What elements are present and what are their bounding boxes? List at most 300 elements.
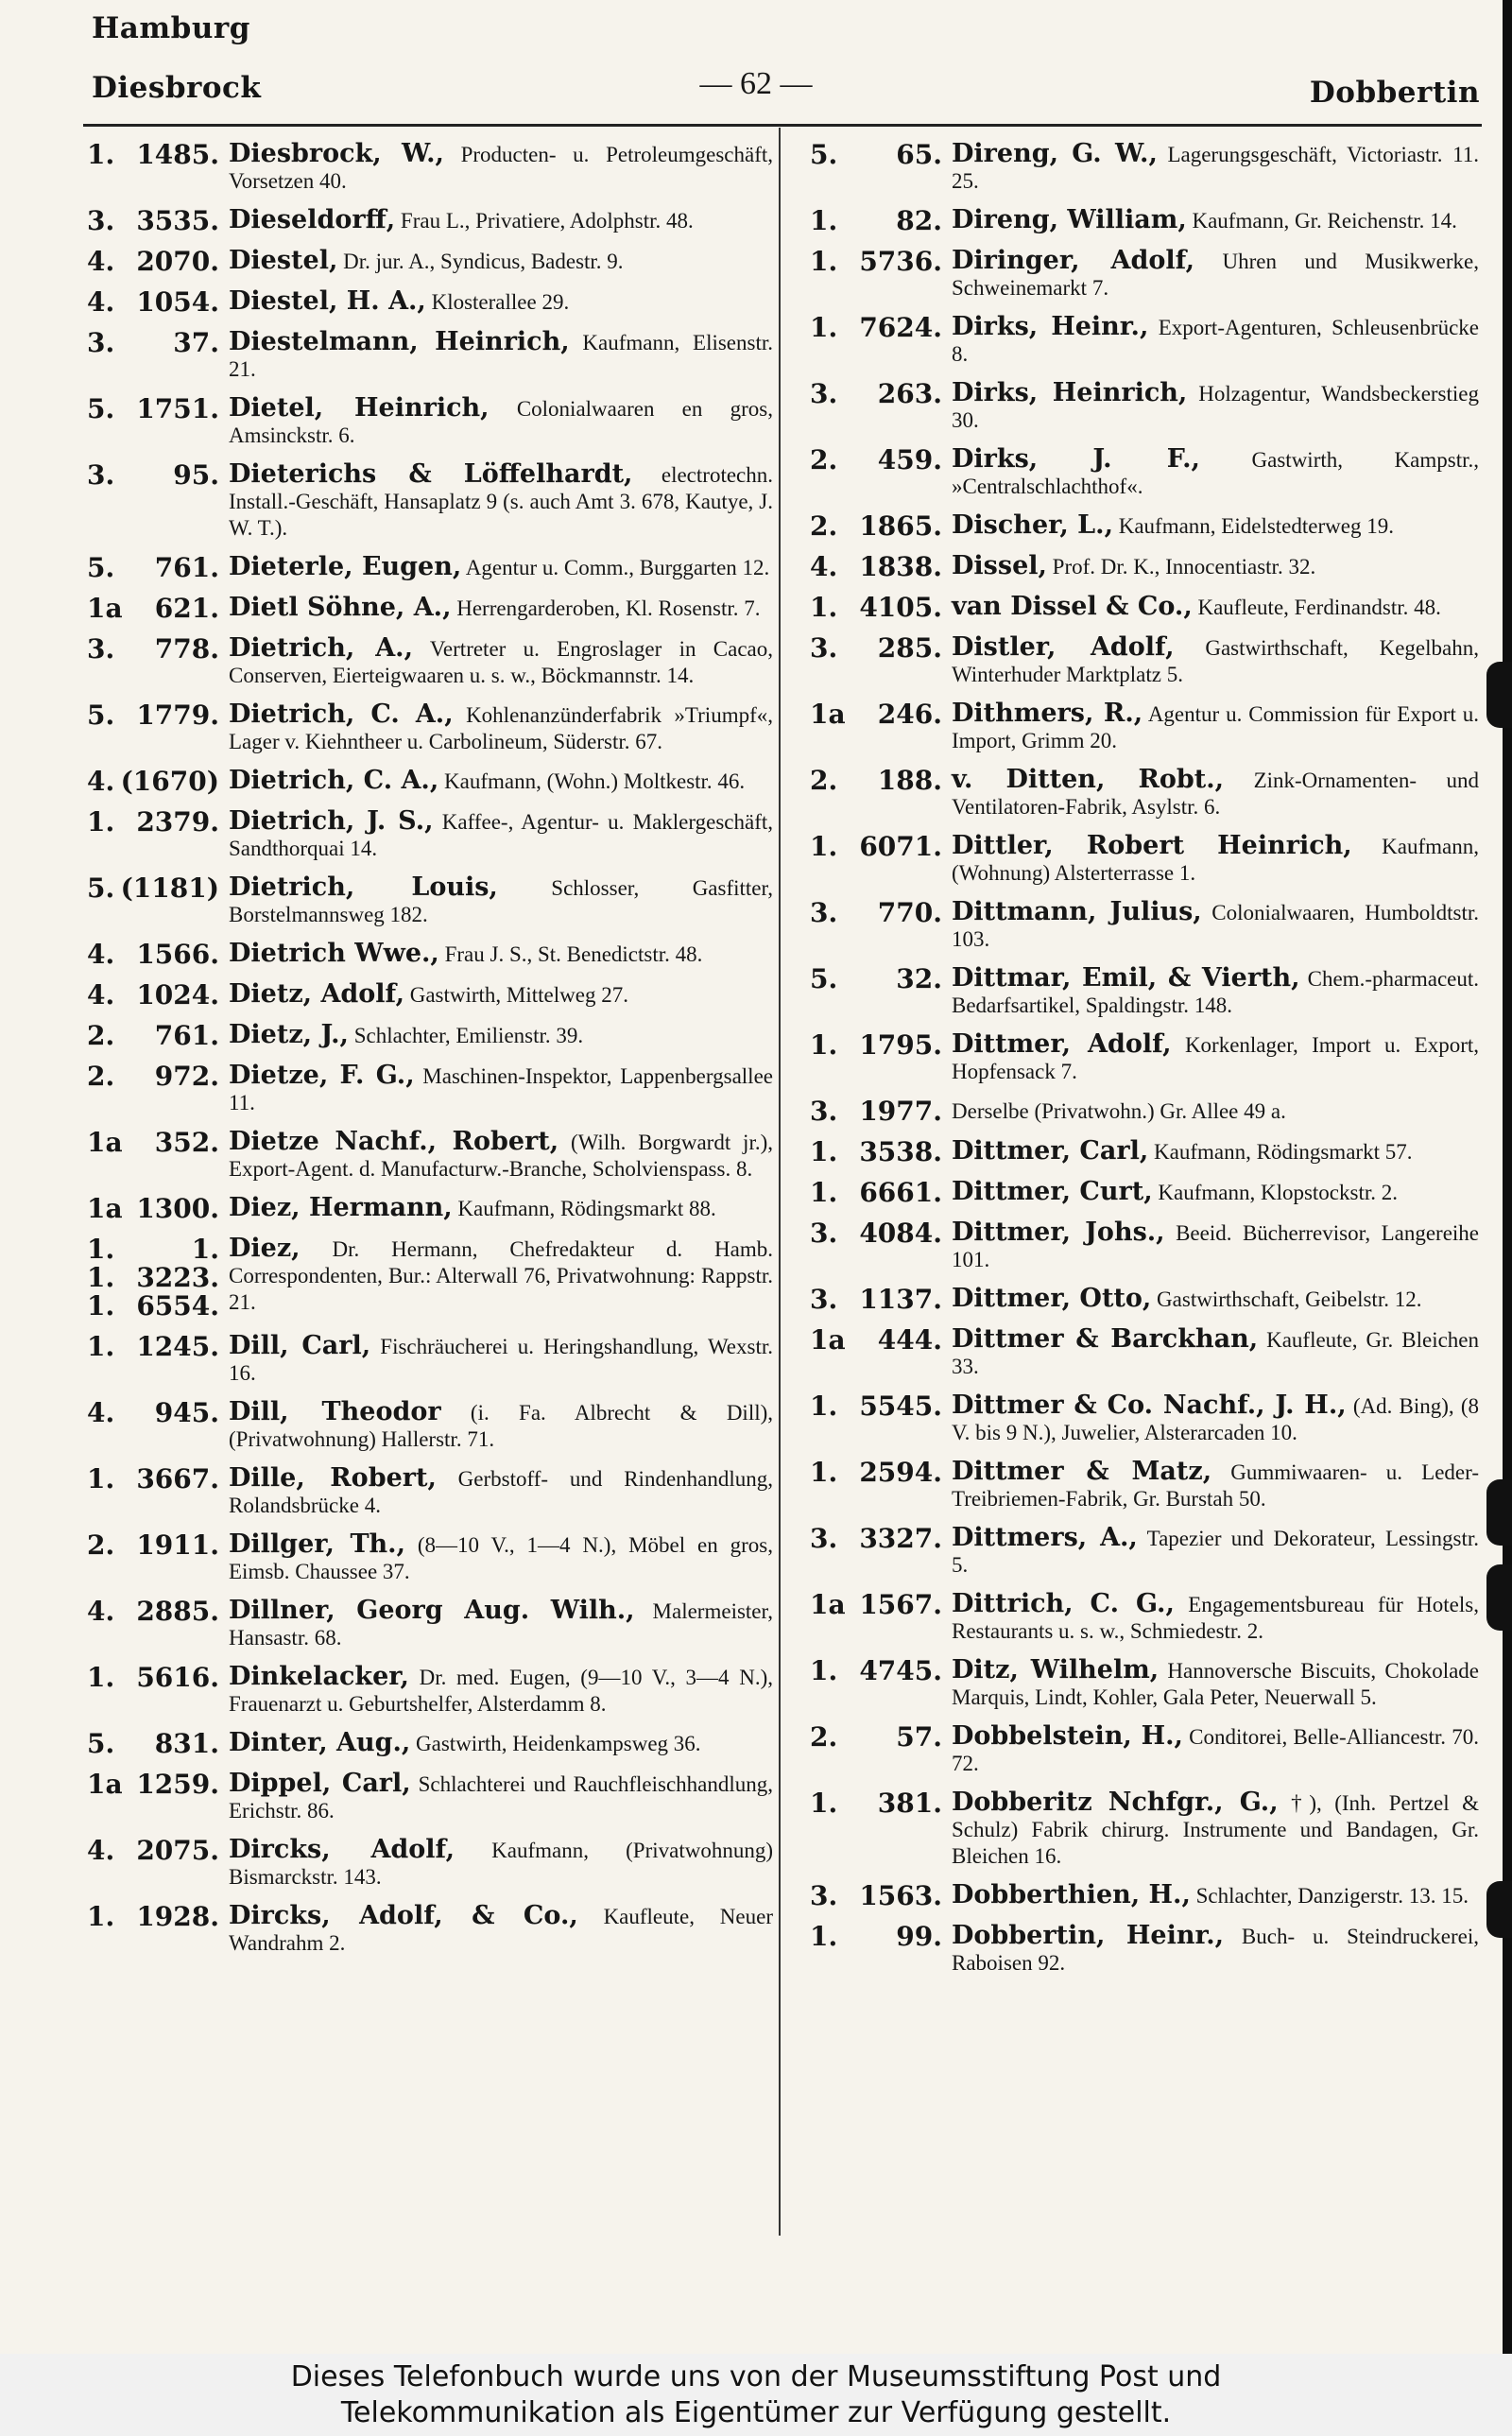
directory-entry [810, 241, 1479, 307]
directory-entry [87, 1591, 773, 1657]
line-number: 459. [877, 444, 942, 475]
subscriber-name: Dieterle, Eugen, [229, 552, 462, 581]
subscriber-name: Dittmer, Curt, [952, 1177, 1153, 1206]
phone-number [810, 207, 952, 235]
subscriber-name: Direng, G. W., [952, 139, 1158, 168]
line-number: 65. [896, 139, 942, 170]
page-number: — 62 — [699, 66, 813, 101]
exchange-office: 2. [87, 1529, 115, 1561]
subscriber-name: Dittmer & Matz, [952, 1457, 1212, 1486]
exchange-office: 4. [87, 1835, 115, 1866]
exchange-office: 3. [87, 459, 115, 491]
exchange-office: 4. [87, 246, 115, 277]
subscriber-details: Dr. jur. A., Syndicus, Badestr. 9. [343, 250, 624, 273]
line-number: 2379. [136, 806, 219, 838]
phone-number [87, 141, 229, 195]
entry-text [229, 1664, 773, 1718]
subscriber-name: v. Ditten, Robt., [952, 765, 1225, 794]
entry-text [952, 314, 1479, 368]
subscriber-details: Kaufleute, Gr. Bleichen 33. [952, 1328, 1480, 1378]
exchange-office: 1. [810, 246, 838, 277]
subscriber-name: Dittmer & Barckhan, [952, 1324, 1259, 1354]
exchange-office: 4. [810, 551, 838, 582]
directory-entry [810, 1717, 1479, 1783]
subscriber-name: Dietrich Wwe., [229, 939, 439, 968]
line-number: 1567. [859, 1589, 942, 1620]
directory-entry [810, 587, 1479, 628]
line-number: (1670) [120, 766, 219, 797]
directory-entry [810, 134, 1479, 200]
subscriber-name: Dill, Carl, [229, 1331, 371, 1360]
thumb-tab-marker [1486, 1479, 1512, 1546]
phone-number [87, 1771, 229, 1824]
subscriber-name: Dietze Nachf., Robert, [229, 1127, 559, 1156]
subscriber-details: Zink-Ornamenten- und Ventilatoren-Fabrik, Asylstr. 6. [952, 769, 1480, 819]
directory-entry [810, 307, 1479, 373]
phone-number [87, 1903, 229, 1957]
entry-text [952, 512, 1479, 541]
line-number: 2075. [136, 1835, 219, 1866]
subscriber-name: Dietrich, C. A., [229, 700, 454, 729]
phone-number [87, 1730, 229, 1758]
directory-entry [810, 200, 1479, 241]
subscriber-name: Dittmer, Otto, [952, 1284, 1152, 1313]
phone-number [810, 1591, 952, 1645]
phone-number [87, 248, 229, 276]
subscriber-details: Chem.-pharmaceut. Bedarfsartikel, Spaldingstr. 148. [952, 967, 1479, 1017]
directory-entry [87, 1830, 773, 1896]
directory-entry [87, 1188, 773, 1229]
exchange-office: 5. [810, 963, 838, 994]
line-number: 1566. [136, 939, 219, 970]
subscriber-details: (Wilh. Borgwardt jr.), Export-Agent. d. Manufacturw.-Branche, Scholvienspass. 8. [229, 1131, 773, 1181]
subscriber-name: Dieterichs & Löffelhardt, [229, 459, 633, 489]
subscriber-details: Lagerungsgeschäft, Victoriastr. 11. 25. [952, 143, 1480, 193]
directory-entry [810, 1025, 1479, 1091]
line-number: 1485. [136, 139, 219, 170]
directory-entry [87, 588, 773, 629]
city-heading: Hamburg [92, 11, 250, 45]
phone-number [810, 833, 952, 887]
directory-entry [810, 1213, 1479, 1279]
directory-entry [87, 322, 773, 389]
phone-number [810, 512, 952, 541]
exchange-office: 2. [810, 1721, 838, 1753]
subscriber-details: Agentur u. Commission für Export u. Import, Grimm 20. [952, 702, 1479, 752]
directory-entry [87, 1764, 773, 1830]
exchange-office: 3. [810, 1880, 838, 1911]
phone-number [810, 1031, 952, 1085]
line-number: 972. [154, 1061, 219, 1092]
line-number: 82. [896, 205, 942, 236]
line-number: 2070. [136, 246, 219, 277]
subscriber-details: Kaufmann, Elisenstr. 21. [229, 331, 773, 381]
line-number: 1779. [136, 700, 219, 731]
phone-number [810, 141, 952, 195]
subscriber-details: (i. Fa. Albrecht & Dill), (Privatwohnung) Hallerstr. 71. [229, 1401, 774, 1451]
exchange-office: 3. [810, 1218, 838, 1249]
exchange-office: 1. [87, 1290, 115, 1322]
subscriber-details: Derselbe (Privatwohn.) Gr. Allee 49 a. [952, 1099, 1286, 1123]
directory-entry [810, 1875, 1479, 1916]
entry-text [229, 554, 773, 582]
subscriber-details: Agentur u. Comm., Burggarten 12. [465, 556, 770, 579]
entry-text [229, 1837, 773, 1891]
subscriber-details: Engagementsbureau für Hotels, Restaurants u. s. w., Schmiedestr. 2. [952, 1593, 1479, 1643]
exchange-office: 2. [810, 510, 838, 542]
subscriber-details: Gastwirthschaft, Kegelbahn, Winterhuder Marktplatz 5. [952, 636, 1479, 686]
subscriber-details: Dr. Hermann, Chefredakteur d. Hamb. Correspondenten, Bur.: Alterwall 76, Privatwohnung: Rappstr. 21. [229, 1237, 774, 1314]
exchange-office: 5. [87, 872, 115, 904]
exchange-office: 1. [87, 1331, 115, 1362]
subscriber-details: electrotechn. Install.-Geschäft, Hansaplatz 9 (s. auch Amt 3. 678, Kautye, J. W. T.). [229, 463, 773, 540]
directory-entry [87, 1015, 773, 1056]
subscriber-name: Dobberthien, H., [952, 1880, 1191, 1909]
thumb-tab-marker [1486, 1564, 1512, 1631]
subscriber-details: Schlachterei und Rauchfleischhandlung, Erichstr. 86. [229, 1772, 774, 1823]
line-number: 1. [191, 1234, 219, 1265]
subscriber-name: Diez, Hermann, [229, 1193, 453, 1222]
first-entry-heading: Diesbrock [92, 71, 262, 105]
phone-number [810, 380, 952, 434]
line-number: 1751. [136, 393, 219, 424]
exchange-office: 2. [87, 1020, 115, 1051]
line-number: 285. [877, 632, 942, 664]
directory-entry [810, 1386, 1479, 1452]
phone-number [87, 701, 229, 755]
directory-entry [810, 694, 1479, 760]
entry-text [229, 808, 773, 862]
subscriber-details: Buch- u. Steindruckerei, Raboisen 92. [952, 1925, 1480, 1975]
line-number: 1300. [136, 1193, 219, 1224]
subscriber-name: Dittmann, Julius, [952, 897, 1202, 926]
line-number: 761. [154, 552, 219, 583]
exchange-office: 2. [87, 1061, 115, 1092]
subscriber-details: Kaufmann, Klopstockstr. 2. [1158, 1181, 1398, 1204]
entry-text [952, 1326, 1479, 1380]
subscriber-name: Dissel, [952, 551, 1047, 580]
entry-text [952, 1179, 1479, 1207]
exchange-office: 1. [810, 312, 838, 343]
phone-number [810, 553, 952, 581]
subscriber-details: Herrengarderoben, Kl. Rosenstr. 7. [456, 596, 761, 620]
header-rule [83, 124, 1482, 127]
line-number: 3538. [859, 1136, 942, 1167]
subscriber-name: Dietrich, Louis, [229, 872, 498, 902]
phone-number [810, 700, 952, 754]
entry-text [952, 1031, 1479, 1085]
exchange-office: 1. [87, 1463, 115, 1494]
line-number: 831. [154, 1728, 219, 1759]
subscriber-name: Dieseldorff, [229, 205, 396, 234]
subscriber-details: Gastwirth, Kampstr., »Centralschlachthof«. [952, 448, 1479, 498]
line-number: 1795. [859, 1029, 942, 1061]
line-number: 1928. [136, 1901, 219, 1932]
subscriber-details: Kaffee-, Agentur- u. Maklergeschäft, Sandthorquai 14. [229, 810, 773, 860]
entry-text [229, 981, 773, 1010]
entry-text [229, 461, 773, 542]
subscriber-details: Tapezier und Dekorateur, Lessingstr. 5. [952, 1527, 1479, 1577]
subscriber-name: Discher, L., [952, 510, 1113, 540]
subscriber-details: (8—10 V., 1—4 N.), Möbel en gros, Eimsb. Chaussee 37. [229, 1533, 774, 1583]
exchange-office: 5. [87, 552, 115, 583]
line-number: 5545. [859, 1391, 942, 1422]
entry-text [952, 1525, 1479, 1579]
exchange-office: 3. [810, 1096, 838, 1127]
directory-entry [87, 868, 773, 934]
entry-text [952, 1657, 1479, 1711]
directory-entry [810, 760, 1479, 826]
subscriber-name: Dietz, Adolf, [229, 979, 404, 1009]
exchange-office: 4. [87, 979, 115, 1011]
directory-entry [87, 975, 773, 1015]
entry-text [229, 1730, 773, 1758]
subscriber-name: Dill, Theodor [229, 1397, 441, 1426]
entry-text [952, 1789, 1479, 1870]
entry-text [229, 1235, 773, 1321]
phone-number [810, 248, 952, 302]
phone-number [87, 1664, 229, 1718]
entry-text [952, 1138, 1479, 1166]
entry-text [229, 207, 773, 235]
entry-text [952, 380, 1479, 434]
phone-number [87, 1837, 229, 1891]
subscriber-name: Diringer, Adolf, [952, 246, 1195, 275]
exchange-office: 1a [810, 1324, 846, 1356]
entry-text [952, 1923, 1479, 1977]
directory-entry [87, 695, 773, 761]
page-edge-shadow [1503, 0, 1512, 2354]
entry-text [229, 941, 773, 969]
line-number: 4105. [859, 592, 942, 623]
line-number: 381. [877, 1788, 942, 1819]
subscriber-name: Diesbrock, W., [229, 139, 444, 168]
line-number: 1865. [859, 510, 942, 542]
entry-text [952, 141, 1479, 195]
entry-text [229, 595, 773, 623]
subscriber-name: Dircks, Adolf, & Co., [229, 1901, 578, 1930]
entry-text [952, 1219, 1479, 1273]
entry-text [952, 1459, 1479, 1512]
directory-entry [810, 1452, 1479, 1518]
footer-line: Telekommunikation als Eigentümer zur Verfügung gestellt. [340, 2396, 1172, 2429]
entry-text [229, 1598, 773, 1651]
line-number: 1259. [136, 1769, 219, 1800]
entry-text [229, 1129, 773, 1183]
subscriber-details: Kaufmann, Rödingsmarkt 88. [457, 1197, 716, 1220]
directory-entry [87, 629, 773, 695]
phone-number [87, 1195, 229, 1223]
exchange-office: 4. [87, 1397, 115, 1428]
subscriber-name: Dietrich, C. A., [229, 766, 439, 795]
phone-number [810, 965, 952, 1019]
subscriber-details: Frau J. S., St. Benedictstr. 48. [444, 942, 703, 966]
directory-entry [87, 455, 773, 547]
directory-entry [810, 546, 1479, 587]
subscriber-details: Schlachter, Danzigerstr. 13. 15. [1195, 1884, 1469, 1908]
phone-number [87, 461, 229, 542]
entry-text [229, 141, 773, 195]
line-number: 32. [896, 963, 942, 994]
entry-text [952, 1392, 1479, 1446]
phone-number [810, 1657, 952, 1711]
exchange-office: 3. [810, 378, 838, 409]
directory-entry [810, 1783, 1479, 1875]
phone-number [87, 1129, 229, 1183]
exchange-office: 3. [87, 205, 115, 236]
directory-entry [810, 440, 1479, 506]
phone-number [810, 1923, 952, 1977]
entry-text [229, 635, 773, 689]
phone-number [810, 314, 952, 368]
line-number: 1838. [859, 551, 942, 582]
entry-text [229, 1063, 773, 1116]
column-divider [779, 128, 781, 2236]
subscriber-details: Gastwirth, Mittelweg 27. [409, 983, 628, 1007]
line-number: 37. [173, 327, 219, 358]
exchange-office: 2. [810, 765, 838, 796]
phone-number [87, 635, 229, 689]
subscriber-name: Dietrich, J. S., [229, 806, 434, 836]
line-number: 5736. [859, 246, 942, 277]
directory-entry [810, 1320, 1479, 1386]
entry-text [229, 701, 773, 755]
subscriber-details: Colonialwaaren en gros, Amsinckstr. 6. [229, 397, 773, 447]
exchange-office: 3. [87, 327, 115, 358]
subscriber-name: van Dissel & Co., [952, 592, 1193, 621]
phone-number [810, 1097, 952, 1126]
exchange-office: 3. [810, 1284, 838, 1315]
subscriber-details: Gerbstoff- und Rindenhandlung, Rolandsbrücke 4. [229, 1467, 773, 1517]
entry-text [952, 553, 1479, 581]
subscriber-name: Dittmar, Emil, & Vierth, [952, 963, 1300, 993]
subscriber-name: Distler, Adolf, [952, 632, 1175, 662]
exchange-office: 4. [87, 766, 115, 797]
directory-entry [87, 1122, 773, 1188]
subscriber-details: Korkenlager, Import u. Export, Hopfensack 7. [952, 1033, 1480, 1083]
subscriber-name: Dietz, J., [229, 1020, 349, 1049]
exchange-office: 1. [810, 1457, 838, 1488]
line-number: 1245. [136, 1331, 219, 1362]
entry-text [952, 1591, 1479, 1645]
left-column [87, 134, 773, 1962]
exchange-office: 4. [87, 939, 115, 970]
subscriber-name: Dittmer, Adolf, [952, 1029, 1172, 1059]
subscriber-details: Export-Agenturen, Schleusenbrücke 8. [952, 316, 1480, 366]
phone-number [810, 1179, 952, 1207]
line-number: 1137. [859, 1284, 942, 1315]
line-number: 3535. [136, 205, 219, 236]
line-number: (1181) [120, 872, 219, 904]
directory-entry [87, 547, 773, 588]
subscriber-details: (Ad. Bing), (8 V. bis 9 N.), Juwelier, Alsterarcaden 10. [952, 1394, 1479, 1444]
subscriber-name: Dittmers, A., [952, 1523, 1138, 1552]
phone-number [87, 1235, 229, 1321]
subscriber-name: Dithmers, R., [952, 699, 1143, 728]
subscriber-details: Kaufleute, Neuer Wandrahm 2. [229, 1905, 773, 1955]
exchange-office: 2. [810, 444, 838, 475]
entry-text [229, 768, 773, 796]
line-number: 246. [877, 699, 942, 730]
subscriber-details: Producten- u. Petroleumgeschäft, Vorsetzen 40. [229, 143, 773, 193]
phone-number [810, 594, 952, 622]
last-entry-heading: Dobbertin [1309, 76, 1480, 110]
line-number: 1054. [136, 286, 219, 318]
subscriber-name: Dillner, Georg Aug. Wilh., [229, 1596, 635, 1625]
subscriber-details: Holzagentur, Wandsbeckerstieg 30. [952, 382, 1479, 432]
phone-number [87, 207, 229, 235]
phone-number [87, 1399, 229, 1453]
entry-text [952, 700, 1479, 754]
exchange-office: 1. [87, 1262, 115, 1293]
phone-number [87, 1598, 229, 1651]
subscriber-details: Kaufmann, Eidelstedterweg 19. [1118, 514, 1394, 538]
line-number: 6661. [859, 1177, 942, 1208]
subscriber-name: Dietel, Heinrich, [229, 393, 490, 423]
entry-text [229, 1903, 773, 1957]
line-number: 3667. [136, 1463, 219, 1494]
entry-text [952, 1882, 1479, 1910]
entry-text [952, 248, 1479, 302]
subscriber-details: †), (Inh. Pertzel & Schulz) Fabrik chirurg. Instrumente und Bandagen, Gr. Bleichen 16. [952, 1791, 1479, 1868]
exchange-office: 5. [87, 1728, 115, 1759]
subscriber-name: Dille, Robert, [229, 1463, 437, 1493]
phone-number [87, 941, 229, 969]
phone-number [810, 1286, 952, 1314]
exchange-office: 1. [810, 1391, 838, 1422]
entry-text [229, 1399, 773, 1453]
entry-text [952, 767, 1479, 821]
line-number: 5616. [136, 1662, 219, 1693]
subscriber-name: Diez, [229, 1234, 301, 1263]
subscriber-name: Dippel, Carl, [229, 1769, 411, 1798]
subscriber-name: Dittler, Robert Heinrich, [952, 831, 1352, 860]
exchange-office: 3. [810, 1523, 838, 1554]
subscriber-details: Kaufmann, Rödingsmarkt 57. [1154, 1140, 1413, 1164]
line-number: 3327. [859, 1523, 942, 1554]
subscriber-details: Gummiwaaren- u. Leder-Treibriemen-Fabrik, Gr. Burstah 50. [952, 1460, 1479, 1511]
directory-entry [87, 1326, 773, 1392]
directory-entry [87, 1525, 773, 1591]
entry-text [952, 1723, 1479, 1777]
entry-text [952, 634, 1479, 688]
thumb-tab-marker [1486, 1881, 1512, 1938]
footer-line: Dieses Telefonbuch wurde uns von der Museumsstiftung Post und [290, 2360, 1222, 2393]
exchange-office: 1. [810, 1655, 838, 1686]
exchange-office: 1. [87, 1234, 115, 1265]
subscriber-details: Hannoversche Biscuits, Chokolade Marquis, Lindt, Kohler, Gala Peter, Neuerwall 5. [952, 1659, 1479, 1709]
exchange-office: 1. [87, 1901, 115, 1932]
phone-number [87, 1333, 229, 1387]
subscriber-details: Uhren und Musikwerke, Schweinemarkt 7. [952, 250, 1479, 300]
exchange-office: 1. [87, 139, 115, 170]
subscriber-name: Dittmer, Johs., [952, 1218, 1165, 1247]
subscriber-name: Dirks, J. F., [952, 444, 1200, 474]
directory-entry [87, 1229, 773, 1326]
directory-entry [810, 826, 1479, 892]
exchange-office: 1a [87, 1769, 123, 1800]
line-number: 621. [154, 593, 219, 624]
directory-entry [810, 1518, 1479, 1584]
phone-number [87, 329, 229, 383]
entry-text [229, 329, 773, 383]
line-number: 95. [173, 459, 219, 491]
directory-entry [87, 761, 773, 802]
entry-text [229, 874, 773, 928]
line-number: 3223. [136, 1262, 219, 1293]
directory-entry [87, 282, 773, 322]
subscriber-name: Diestelmann, Heinrich, [229, 327, 570, 356]
